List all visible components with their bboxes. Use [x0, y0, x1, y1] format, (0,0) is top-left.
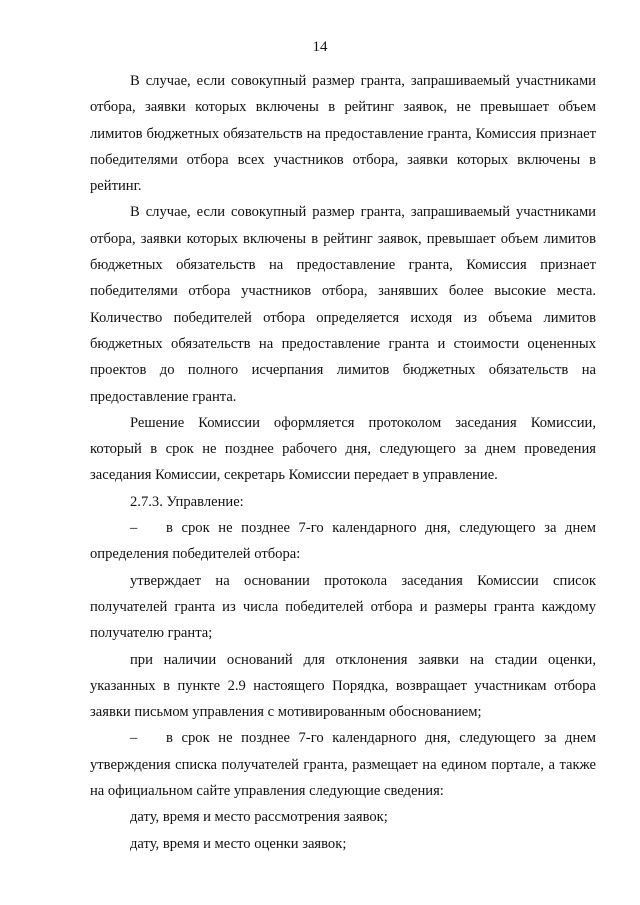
dash-bullet: – — [130, 520, 138, 537]
paragraph: утверждает на основании протокола заседания Комиссии список получателей гранта из числа победителей отбора и размеры гранта каждому получателю гранта; — [90, 572, 596, 642]
list-item-text: в срок не позднее 7-го календарного дня, следующего за днем утверждения списка получателей гранта, размещает на едином портале, а также на официальном сайте управления следующие сведения: — [90, 730, 596, 800]
paragraph: при наличии оснований для отклонения заявки на стадии оценки, указанных в пункте 2.9 настоящего Порядка, возвращает участникам отбора заявки письмом управления с мотивированным обоснованием; — [90, 651, 596, 721]
paragraph: В случае, если совокупный размер гранта, запрашиваемый участниками отбора, заявки которых включены в рейтинг заявок, не превышает объем лимитов бюджетных обязательств на предоставление гранта, Комиссия признает победителями отбора всех участников отбора, заявки которых включены в рейтинг. — [90, 73, 596, 195]
paragraph: дату, время и место рассмотрения заявок; — [130, 809, 388, 826]
page-number: 14 — [312, 39, 328, 55]
list-item — [90, 725, 596, 804]
paragraph: Решение Комиссии оформляется протоколом заседания Комиссии, который в срок не позднее рабочего дня, следующего за днем проведения заседания Комиссии, секретарь Комиссии передает в управление. — [90, 414, 596, 484]
paragraph: В случае, если совокупный размер гранта, запрашиваемый участниками отбора, заявки которых включены в рейтинг заявок, превышает объем лимитов бюджетных обязательств на предоставление гранта, Комиссия признает победителями отбора участников отбора, занявших более высокие места. Количество победителей отбора определяется исходя из объема лимитов бюджетных обязательств на предоставление гранта и стоимости оцененных проектов до полного исчерпания лимитов бюджетных обязательств на предоставление гранта. — [90, 204, 596, 405]
dash-bullet: – — [130, 730, 138, 747]
section-heading: 2.7.3. Управление: — [130, 493, 244, 510]
list-item — [90, 515, 596, 568]
document-body — [90, 68, 596, 857]
list-item-text: в срок не позднее 7-го календарного дня, следующего за днем определения победителей отбора: — [90, 520, 596, 563]
paragraph: дату, время и место оценки заявок; — [130, 835, 347, 852]
